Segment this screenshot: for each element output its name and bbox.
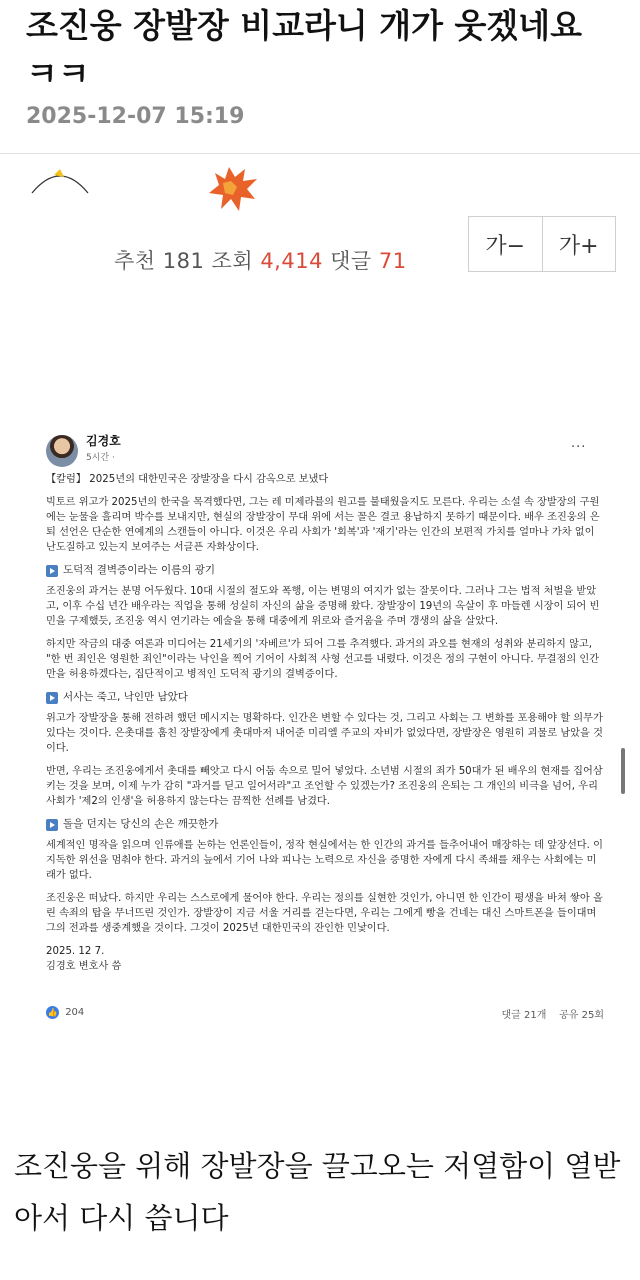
post-stats [114,245,407,275]
post-body [46,472,606,974]
section-heading-text: 돌을 던지는 당신의 손은 깨끗한가 [63,818,219,830]
font-size-controls [468,216,616,272]
post-paragraph: 위고가 장발장을 통해 전하려 했던 메시지는 명확하다. 인간은 변할 수 있다는 것, 그리고 사회는 그 변화를 포용해야 할 의무가 있다는 것이다. 은촛대를 훔친 장발장에게 촛대마저 내어준 미리엘 주교의 자비가 없었다면, 장발장은 영원히 괴물로 남았을 것이다. [46,713,603,754]
section-heading-text: 서사는 죽고, 낙인만 남았다 [63,691,188,703]
scrollbar[interactable] [621,748,625,794]
views-count: 4,414 [260,249,323,273]
post-paragraph: 빅토르 위고가 2025년의 한국을 목격했다면, 그는 레 미제라블의 원고를 불태웠을지도 모른다. 우리는 소설 속 장발장의 구원에는 눈물을 흘리며 박수를 보내지만, 현실의 장발장이 무대 위에 서는 꼴은 결코 용납하지 못하기 때문이다. 배우 조진웅의 은퇴 선언은 단순한 연예계의 스캔들이 아니다. 이것은 우리 사회가 '회복'과 '재기'라는 인간의 보편적 가치를 얼마나 가차 없이 난도질하고 있는지 보여주는 서글픈 자화상이다. [46,497,600,553]
post-paragraph: 조진웅의 과거는 분명 어두웠다. 10대 시절의 절도와 폭행, 이는 변명의 여지가 없는 잘못이다. 그러나 그는 법적 처벌을 받았고, 이후 수십 년간 배우라는 직업을 통해 성실히 자신의 삶을 증명해 왔다. 장발장이 19년의 옥살이 후 마들렌 시장이 되어 빈민을 구제했듯, 조진웅 역시 연기라는 예술을 통해 대중에게 위로와 즐거움을 주며 갱생의 삶을 살았다. [46,586,600,627]
more-options-icon: ··· [571,440,587,455]
post-signature: 김경호 변호사 씀 [46,961,122,972]
recommend-label: 추천 [114,249,156,273]
post-headline: 【칼럼】 2025년의 대한민국은 장발장을 다시 감옥으로 보냈다 [46,474,329,485]
engagement-stats [502,1006,605,1021]
post-paragraph: 하지만 작금의 대중 여론과 미디어는 21세기의 '자베르'가 되어 그를 추격했다. 과거의 과오를 현재의 성취와 분리하지 않고, "한 번 죄인은 영원한 죄인"이라는 낙인을 찍어 기어이 사회적 사형 선고를 내렸다. 이것은 정의 구현이 아니다. 무결점의 인간만을 허용하겠다는, 집단적이고 병적인 도덕적 광기의 결벽증이다. [46,639,600,680]
post-comment-text: 조진웅을 위해 장발장을 끌고오는 저열함이 열받아서 다시 씁니다 [14,1149,621,1235]
header-divider [0,153,640,154]
like-icon: 👍 [47,1008,58,1017]
play-icon [46,819,58,831]
post-paragraph: 세계적인 명작을 읽으며 인류애를 논하는 언론인들이, 정작 현실에서는 한 인간의 과거를 들추어내어 매장하는 데 앞장선다. 이 지독한 위선을 멈춰야 한다. 과거의 늪에서 기어 나와 피나는 노력으로 자신을 증명한 자에게 다시 족쇄를 채우는 사회에는 미래가 없다. [46,840,603,881]
embedded-post-screenshot [30,420,610,1040]
post-paragraph: 반면, 우리는 조진웅에게서 촛대를 빼앗고 다시 어둠 속으로 밀어 넣었다. 소년범 시절의 죄가 50대가 된 배우의 현재를 집어삼키는 것을 보며, 이제 누가 감히 "과거를 딛고 일어서라"고 조언할 수 있겠는가? 조진웅의 은퇴는 그 개인의 비극을 넘어, 우리 사회가 '제2의 인생'을 허용하지 않는다는 끔찍한 선례를 남겼다. [46,766,603,807]
share-count: 공유 25회 [559,1010,604,1021]
logo-icon [30,165,90,195]
comments-count: 71 [378,249,407,273]
post-datetime: 2025-12-07 15:19 [26,104,245,129]
article-title: 조진웅 장발장 비교라니 개가 웃겠네요 ㅋㅋ [26,6,583,93]
recommend-emblem-icon [205,165,260,215]
views-label: 조회 [211,249,254,273]
post-time: 5시간 · [86,453,115,463]
like-count: 204 [65,1007,85,1018]
section-heading [46,563,606,578]
section-heading [46,690,606,705]
section-heading-text: 도덕적 결벽증이라는 이름의 광기 [63,564,216,576]
play-icon [46,565,58,577]
play-icon [46,692,58,704]
avatar [46,435,78,467]
post-footer [46,1006,606,1019]
comments-label: 댓글 [330,249,372,273]
section-heading [46,817,606,832]
font-increase-button[interactable]: 가+ [542,217,616,271]
post-date: 2025. 12 7. [46,946,105,957]
recommend-count: 181 [162,249,205,273]
post-paragraph: 조진웅은 떠났다. 하지만 우리는 스스로에게 물어야 한다. 우리는 정의를 실현한 것인가, 아니면 한 인간이 평생을 바쳐 쌓아 올린 속죄의 탑을 무너뜨린 것인가. 장발장이 지금 서울 거리를 걷는다면, 우리는 그에게 빵을 건네는 대신 스마트폰을 들이대며 그의 전과를 생중계했을 것이다. 그것이 2025년 대한민국의 잔인한 민낯이다. [46,893,603,934]
post-author: 김경호 [86,434,121,448]
comment-count: 댓글 21개 [501,1010,547,1021]
font-decrease-button[interactable]: 가− [485,233,526,259]
